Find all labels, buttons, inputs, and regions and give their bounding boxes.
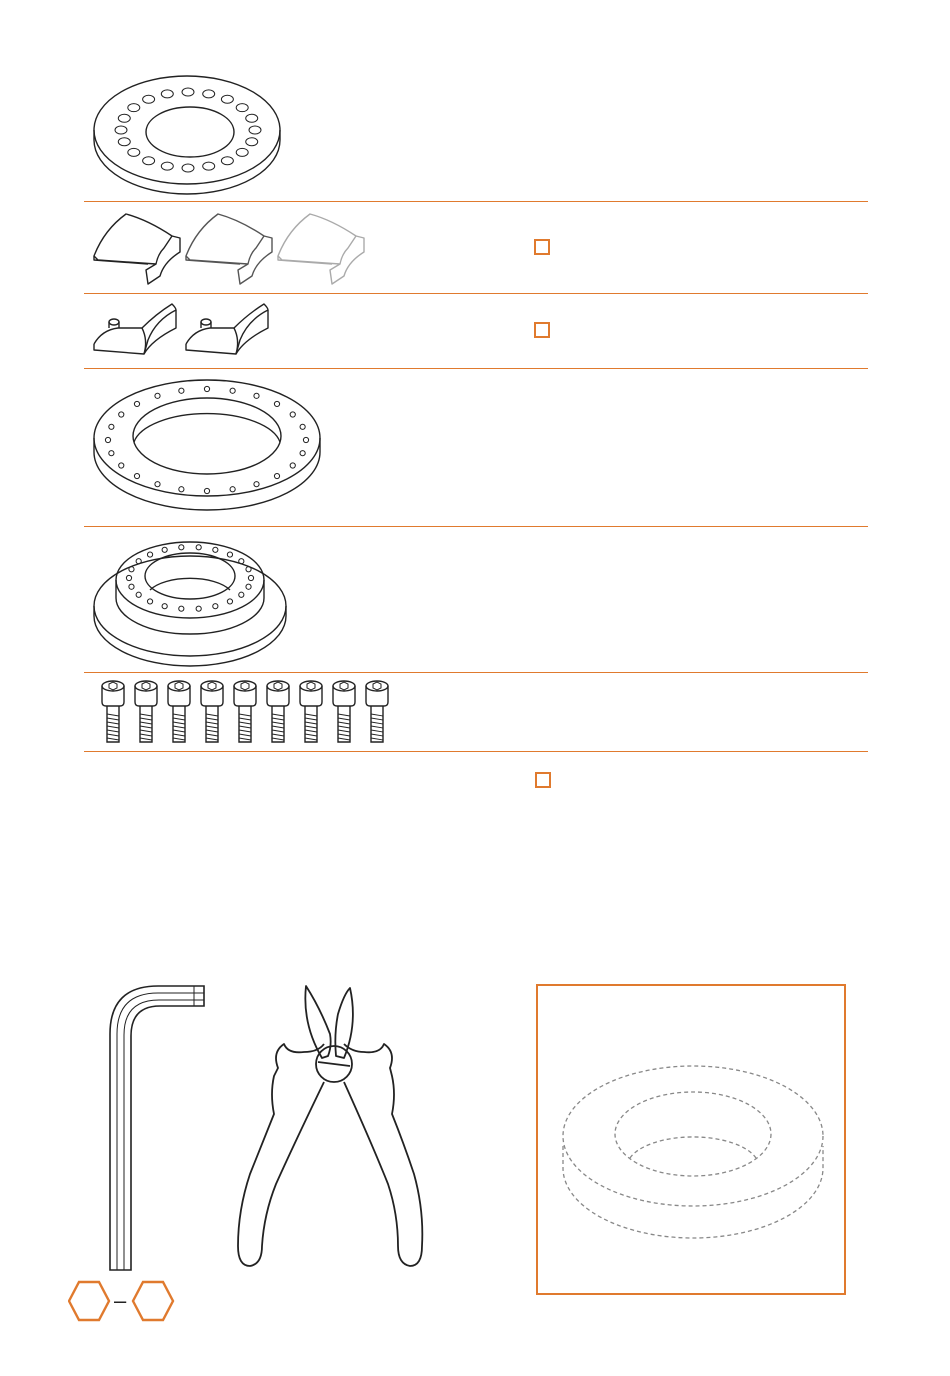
- socket-head-screw-icon: [366, 681, 388, 742]
- side-cutter-pliers-icon: [232, 984, 432, 1274]
- socket-head-screw-icon: [135, 681, 157, 742]
- socket-head-screw-icon: [201, 681, 223, 742]
- drilled-ring-icon: [90, 70, 285, 190]
- hexagon-icon: [69, 1282, 109, 1320]
- hexagon-icon: [133, 1282, 173, 1320]
- not-included-frame: [536, 984, 846, 1295]
- socket-head-screw-icon: [168, 681, 190, 742]
- curved-segment-icon: [92, 210, 372, 290]
- socket-head-screw-icon: [267, 681, 289, 742]
- hex-range-separator: –: [114, 1288, 127, 1313]
- socket-head-screw-icon: [102, 681, 124, 742]
- socket-screws-row: [98, 680, 398, 746]
- row-divider: [84, 368, 868, 369]
- dashed-ring-outline-icon: [538, 986, 844, 1293]
- row-divider: [84, 201, 868, 202]
- stepped-hub-icon: [90, 534, 295, 669]
- row-divider: [84, 672, 868, 673]
- row-divider: [84, 526, 868, 527]
- socket-head-screw-icon: [234, 681, 256, 742]
- row-divider: [84, 293, 868, 294]
- socket-head-screw-icon: [333, 681, 355, 742]
- checkbox-extra-row[interactable]: [535, 772, 551, 788]
- socket-head-screw-icon: [300, 681, 322, 742]
- checkbox-pin-segments[interactable]: [534, 322, 550, 338]
- flange-plate-icon: [90, 376, 325, 521]
- pin-segment-icon: [92, 300, 282, 362]
- row-divider: [84, 751, 868, 752]
- checkbox-clamp-segments[interactable]: [534, 239, 550, 255]
- hex-key-icon: [104, 982, 208, 1274]
